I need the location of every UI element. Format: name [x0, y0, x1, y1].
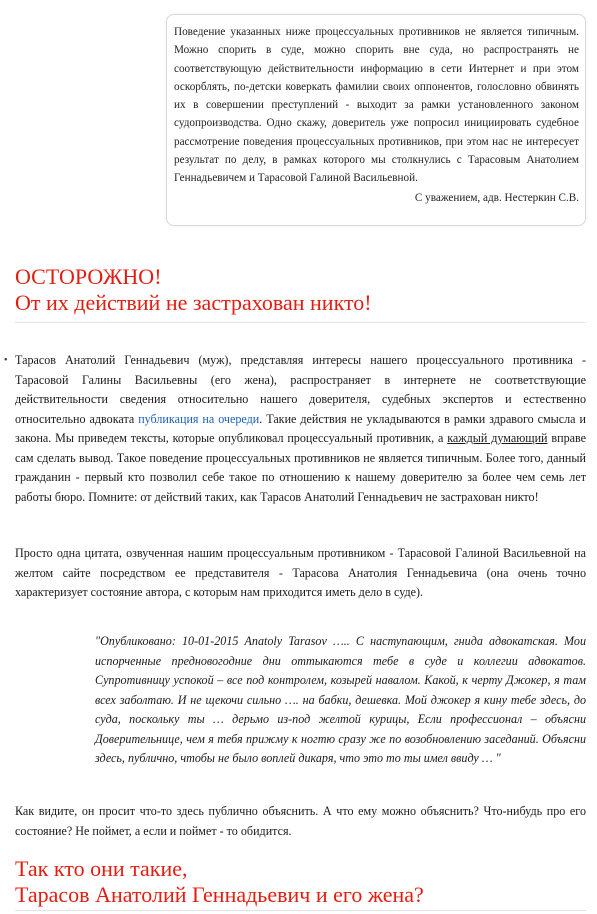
note-signature: С уважением, адв. Нестеркин С.В. [414, 191, 579, 204]
list-item-text-a: Тарасов Анатолий Геннадьевич (муж), представляя интересы нашего процессуального противника - Тарасовой Галины Васильевны (его жена), распространяет в интернете не соответствующие действительности сведения относительно нашего доверителя, судебных экспертов и естественно относительно адвоката [15, 353, 586, 426]
list-item-text-b: . Такие действия не укладываются в рамки здравого смысла и закона. Мы приведем тексты, которые опубликовал процессуальный противник, а [15, 411, 586, 445]
who-heading-line2: Тарасов Анатолий Геннадьевич и его жена? [15, 882, 424, 907]
note-text: Поведение указанных ниже процессуальных противников не является типичным. Можно спорить в суде, можно спорить вне суда, но распространять не соответствующую действительности информацию в сети Интернет и при этом оскорблять, по-детски коверкать фамилии своих оппонентов, голословно обвинять их в совершении преступлений - выходит за рамки установленного законом судопроизводства. Одно скажу, доверитель уже попросил инициировать судебное рассмотрение поведения процессуальных противников, при этом нас не интересует результат по делу, в рамках которого мы столкнулись с Тарасовым Анатолием Геннадьевичем и Тарасовой Галиной Васильевной. [174, 26, 579, 185]
blockquote: "Опубликовано: 10-01-2015 Anatoly Tarasov ….. С наступающим, гнида адвокатская. Мои испорченные предновогодние дни оттыкаются тебе в суде и коллегии адвокатов. Супротивницу успокой – все под контролем, козырей навалом. Какой, к черту Джокер, я там всех заболтаю. И не щекочи сильно …. на бабки, дешевка. Мой джокер я кину тебе здесь, до суда, поскольку ты … дерьмо из-под желтой курицы, Если профессионал – объясни Доверительнице, чем я тебя прижму к ногтю сразу же по возобновлению заседаний. Объясни здесь, публично, чтобы не было воплей дикаря, что это то ты имел ввиду … " [95, 634, 586, 765]
list-item [15, 351, 586, 507]
divider [15, 322, 586, 323]
who-heading [15, 856, 424, 908]
warning-heading-line2: От их действий не застрахован никто! [15, 290, 372, 315]
list-bullet: • [4, 355, 8, 366]
divider [15, 910, 586, 911]
warning-heading-line1: ОСТОРОЖНО! [15, 264, 162, 289]
conclusion-paragraph: Как видите, он просит что-то здесь публично объяснить. А что ему можно объяснить? Что-нибудь про его состояние? Не поймет, а если и поймет - то обидится. [15, 804, 586, 838]
list-item-text-c: вправе сам сделать вывод. Такое поведение процессуальных противников не является типичным. Более того, данный гражданин - первый кто позволил себе такое по отношению к нашему доверителю за более чем семь лет работы бюро. Помните: от действий таких, как Тарасов Анатолий Геннадьевич не застрахован никто! [15, 431, 586, 504]
attorney-note-box [166, 14, 586, 226]
underlined-phrase: каждый думающий [447, 431, 548, 445]
warning-heading [15, 264, 372, 316]
who-heading-line1: Так кто они такие, [15, 856, 188, 881]
publication-link[interactable]: публикация на очереди [138, 411, 260, 426]
quote-intro-paragraph: Просто одна цитата, озвученная нашим процессуальным противником - Тарасовой Галиной Васильевной на желтом сайте посредством ее представителя - Тарасова Анатолия Геннадьевича (она очень точно характеризует состояние автора, с которым нам приходится иметь дело в суде). [15, 546, 586, 599]
